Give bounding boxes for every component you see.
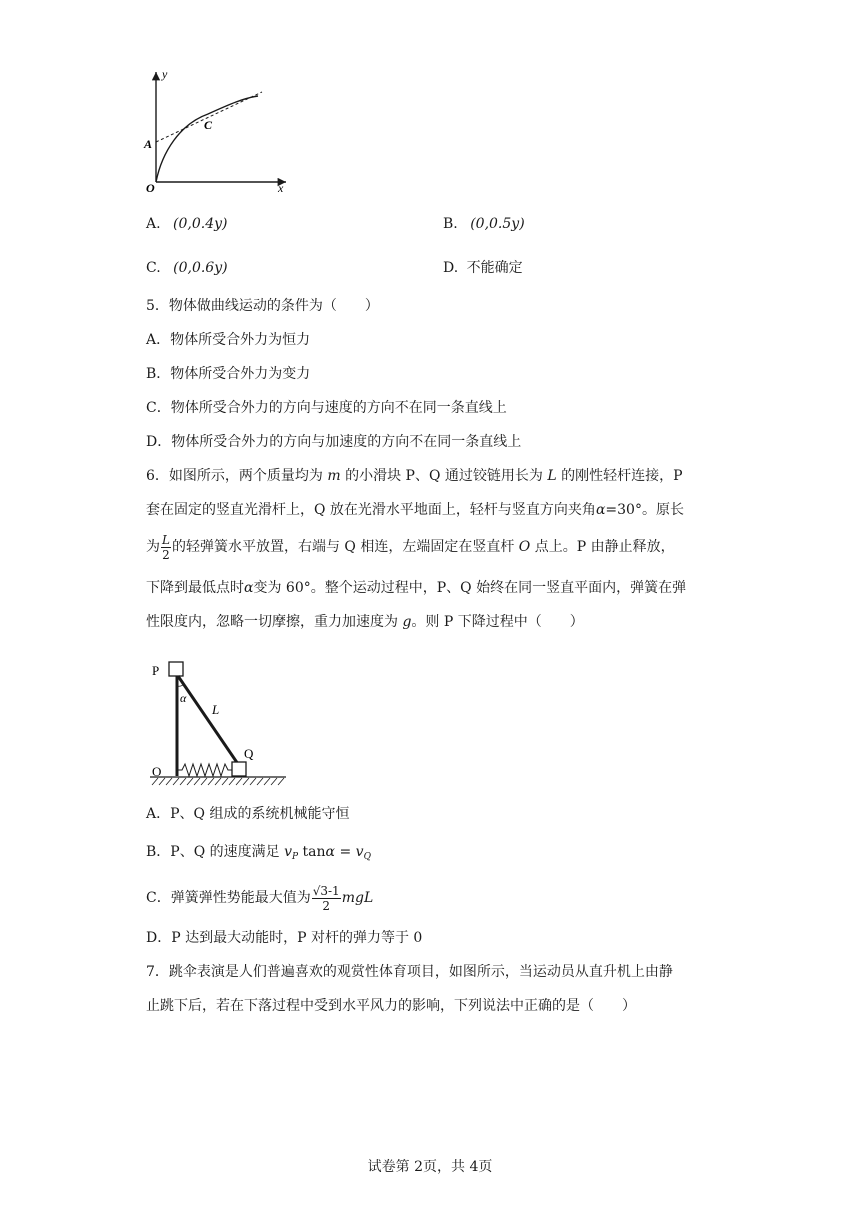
origin-label: O	[146, 181, 155, 195]
curve	[156, 96, 258, 182]
label-alpha: α	[180, 691, 187, 705]
q6-line-4: 下降到最低点时α变为 60°。整个运动过程中，P、Q 始终在同一竖直平面内，弹簧在弹	[146, 580, 687, 596]
q4-option-a: A. (0,0.4y)	[146, 216, 228, 232]
q7-line-1: 7．跳伞表演是人们普遍喜欢的观赏性体育项目，如图所示，当运动员从直升机上由静	[146, 964, 673, 980]
q6-line-5: 性限度内，忽略一切摩擦，重力加速度为 g。则 P 下降过程中（ ）	[146, 614, 584, 630]
q6-line-1: 6．如图所示，两个质量均为 m 的小滑块 P、Q 通过铰链用长为 L 的刚性轻杆连接，P	[146, 468, 683, 484]
block-p	[169, 662, 183, 676]
q7-line-2: 止跳下后，若在下落过程中受到水平风力的影响，下列说法中正确的是（ ）	[146, 998, 636, 1014]
spring	[178, 764, 232, 776]
rod-l	[178, 676, 238, 764]
q6-option-d: D．P 达到最大动能时，P 对杆的弹力等于 0	[146, 930, 423, 946]
label-p: P	[152, 663, 160, 678]
q5-option-d: D．物体所受合外力的方向与加速度的方向不在同一条直线上	[146, 434, 522, 450]
q5-option-a: A．物体所受合外力为恒力	[146, 332, 311, 348]
q6-line-2: 套在固定的竖直光滑杆上，Q 放在光滑水平地面上，轻杆与竖直方向夹角α=30°。原长	[146, 502, 684, 518]
ground-hatch	[152, 778, 284, 785]
q4-option-c: C. (0,0.6y)	[146, 260, 228, 276]
label-l: L	[212, 702, 220, 717]
q5-option-c: C．物体所受合外力的方向与速度的方向不在同一条直线上	[146, 400, 507, 416]
block-q	[232, 762, 246, 776]
point-c-label: C	[204, 118, 213, 132]
y-label: y	[162, 67, 168, 81]
q6-option-b: B．P、Q 的速度满足 $v_P$ $\tan\alpha = v_Q$	[146, 844, 371, 862]
page-footer: 试卷第 2页，共 4页	[367, 1159, 493, 1175]
q4-option-d: D. 不能确定	[443, 260, 523, 276]
q4-option-b: B. (0,0.5y)	[443, 216, 525, 232]
label-o: O	[152, 764, 162, 779]
q6-figure	[140, 656, 300, 792]
q6-option-c: C．弹簧弹性势能最大值为 $\frac{√3-1}{2}$ mgL	[146, 883, 374, 913]
q5-stem: 5．物体做曲线运动的条件为（ ）	[146, 298, 379, 314]
fraction-l-over-2: $\frac{L}{2}$	[162, 532, 170, 562]
tangent-line	[156, 92, 262, 142]
x-label: x	[278, 181, 284, 195]
q6-option-a: A．P、Q 组成的系统机械能守恒	[146, 806, 350, 822]
q5-option-b: B．物体所受合外力为变力	[146, 366, 311, 382]
point-a-label: A	[144, 137, 153, 151]
fraction-sqrt3: $\frac{√3-1}{2}$	[312, 883, 340, 913]
q4-graph	[140, 62, 300, 196]
q6-line-3: 为 $\frac{L}{2}$ 的轻弹簧水平放置，右端与 Q 相连，左端固定在竖直杆 O 点上。P 由静止释放，	[146, 532, 675, 562]
label-q: Q	[244, 746, 254, 761]
